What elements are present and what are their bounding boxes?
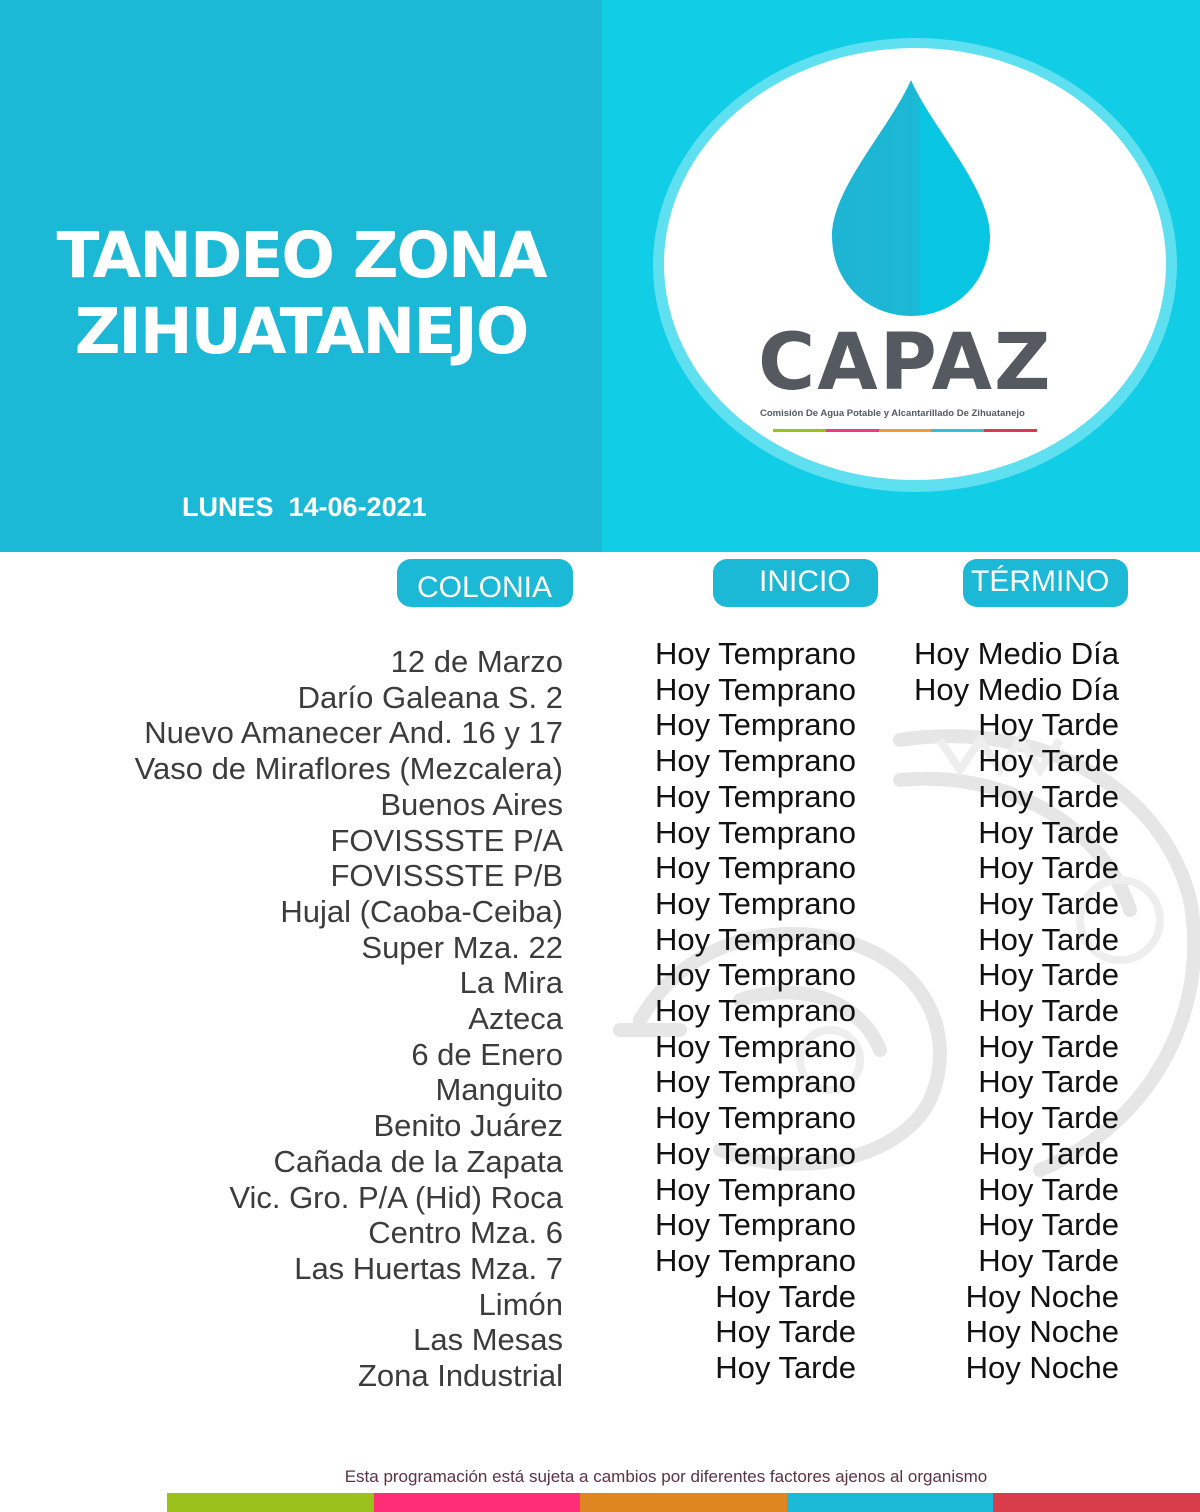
brand-subtitle: Comisión De Agua Potable y Alcantarillado De Zihuatanejo (760, 408, 1025, 419)
schedule-colonia-cell: Cañada de la Zapata (273, 1143, 563, 1179)
schedule-colonia-cell: Super Mza. 22 (361, 929, 563, 965)
schedule-termino-cell: Hoy Tarde (978, 814, 1119, 850)
schedule-inicio-cell: Hoy Temprano (654, 1242, 856, 1278)
schedule-inicio-cell: Hoy Temprano (654, 885, 856, 921)
brand-stripe (773, 429, 1037, 432)
schedule-inicio-cell: Hoy Temprano (654, 1100, 856, 1136)
schedule-colonia-cell: Vaso de Miraflores (Mezcalera) (134, 751, 563, 787)
schedule-termino-cell: Hoy Tarde (978, 1028, 1119, 1064)
schedule-termino-cell: Hoy Noche (965, 1314, 1119, 1350)
schedule-inicio-cell: Hoy Temprano (654, 707, 856, 743)
schedule-inicio-cell: Hoy Temprano (654, 671, 856, 707)
column-header-termino (963, 559, 1128, 607)
schedule-termino-cell: Hoy Tarde (978, 1100, 1119, 1136)
schedule-inicio-cell: Hoy Temprano (654, 1064, 856, 1100)
schedule-inicio-cell: Hoy Temprano (654, 1028, 856, 1064)
schedule-inicio-cell: Hoy Temprano (654, 636, 856, 671)
schedule-colonia-cell: 12 de Marzo (390, 644, 563, 679)
schedule-inicio-cell: Hoy Tarde (715, 1278, 856, 1314)
page-title (0, 218, 602, 370)
schedule-colonia-cell: Darío Galeana S. 2 (297, 679, 563, 715)
schedule-colonia-cell: Centro Mza. 6 (368, 1215, 563, 1251)
schedule-termino-cell: Hoy Noche (965, 1278, 1119, 1314)
footer-color-stripe (167, 1493, 1200, 1512)
schedule-colonia-cell: FOVISSSTE P/B (330, 858, 563, 894)
schedule-colonia-cell: FOVISSSTE P/A (330, 822, 563, 858)
column-header-termino-label: TÉRMINO (971, 565, 1110, 598)
brand-name: CAPAZ (758, 318, 1053, 408)
schedule-colonia-cell: Zona Industrial (357, 1358, 563, 1393)
water-drop-icon (830, 78, 992, 318)
schedule-colonia-cell: Benito Juárez (373, 1108, 563, 1144)
schedule-termino-cell: Hoy Tarde (978, 993, 1119, 1028)
schedule-termino-cell: Hoy Tarde (978, 850, 1119, 886)
schedule-colonia-cell: Limón (478, 1286, 563, 1322)
schedule-termino-cell: Hoy Tarde (978, 885, 1119, 921)
schedule-colonia-cell: Las Mesas (413, 1322, 563, 1358)
schedule-inicio-cell: Hoy Temprano (654, 921, 856, 957)
schedule-inicio-cell: Hoy Temprano (654, 1171, 856, 1207)
schedule-inicio-cell: Hoy Tarde (715, 1314, 856, 1350)
schedule-termino-cell: Hoy Medio Día (913, 636, 1119, 671)
schedule-colonia-cell: La Mira (459, 965, 563, 1001)
schedule-termino-cell: Hoy Tarde (978, 743, 1119, 779)
schedule-inicio-cell: Hoy Tarde (715, 1350, 856, 1385)
schedule-termino-cell: Hoy Tarde (978, 1064, 1119, 1100)
schedule-inicio-cell: Hoy Temprano (654, 1207, 856, 1243)
schedule-colonia-cell: Hujal (Caoba-Ceiba) (280, 893, 563, 929)
column-header-inicio-label: INICIO (759, 565, 851, 598)
schedule-colonia-cell: Azteca (468, 1001, 563, 1036)
schedule-colonia-cell: Manguito (435, 1072, 563, 1108)
schedule-inicio-cell: Hoy Temprano (654, 1135, 856, 1171)
schedule-inicio-cell: Hoy Temprano (654, 993, 856, 1028)
schedule-termino-cell: Hoy Tarde (978, 1171, 1119, 1207)
schedule-colonia-cell: Nuevo Amanecer And. 16 y 17 (144, 715, 563, 751)
schedule-termino-cell: Hoy Tarde (978, 921, 1119, 957)
schedule-inicio-cell: Hoy Temprano (654, 743, 856, 779)
schedule-termino-cell: Hoy Tarde (978, 778, 1119, 814)
column-header-inicio (713, 559, 878, 607)
schedule-colonia-cell: 6 de Enero (411, 1036, 563, 1072)
schedule-termino-cell: Hoy Tarde (978, 707, 1119, 743)
schedule-inicio-cell: Hoy Temprano (654, 778, 856, 814)
schedule-colonia-cell: Vic. Gro. P/A (Hid) Roca (229, 1179, 563, 1215)
title-line-2: ZIHUATANEJO (74, 295, 528, 368)
column-header-colonia-label: COLONIA (417, 571, 553, 604)
column-header-colonia (397, 559, 573, 607)
schedule-colonia-cell: Buenos Aires (380, 786, 563, 822)
schedule-termino-cell: Hoy Medio Día (913, 671, 1119, 707)
disclaimer-note: Esta programación está sujeta a cambios por diferentes factores ajenos al organismo (344, 1467, 988, 1486)
schedule-termino-cell: Hoy Tarde (978, 1135, 1119, 1171)
schedule-colonia-cell: Las Huertas Mza. 7 (294, 1250, 563, 1286)
title-line-1: TANDEO ZONA (56, 219, 546, 292)
schedule-inicio-cell: Hoy Temprano (654, 850, 856, 886)
schedule-termino-cell: Hoy Tarde (978, 1242, 1119, 1278)
schedule-termino-cell: Hoy Noche (965, 1350, 1119, 1385)
schedule-termino-cell: Hoy Tarde (978, 1207, 1119, 1243)
schedule-inicio-cell: Hoy Temprano (654, 957, 856, 993)
schedule-termino-cell: Hoy Tarde (978, 957, 1119, 993)
schedule-inicio-cell: Hoy Temprano (654, 814, 856, 850)
schedule-date: LUNES 14-06-2021 (182, 492, 427, 522)
